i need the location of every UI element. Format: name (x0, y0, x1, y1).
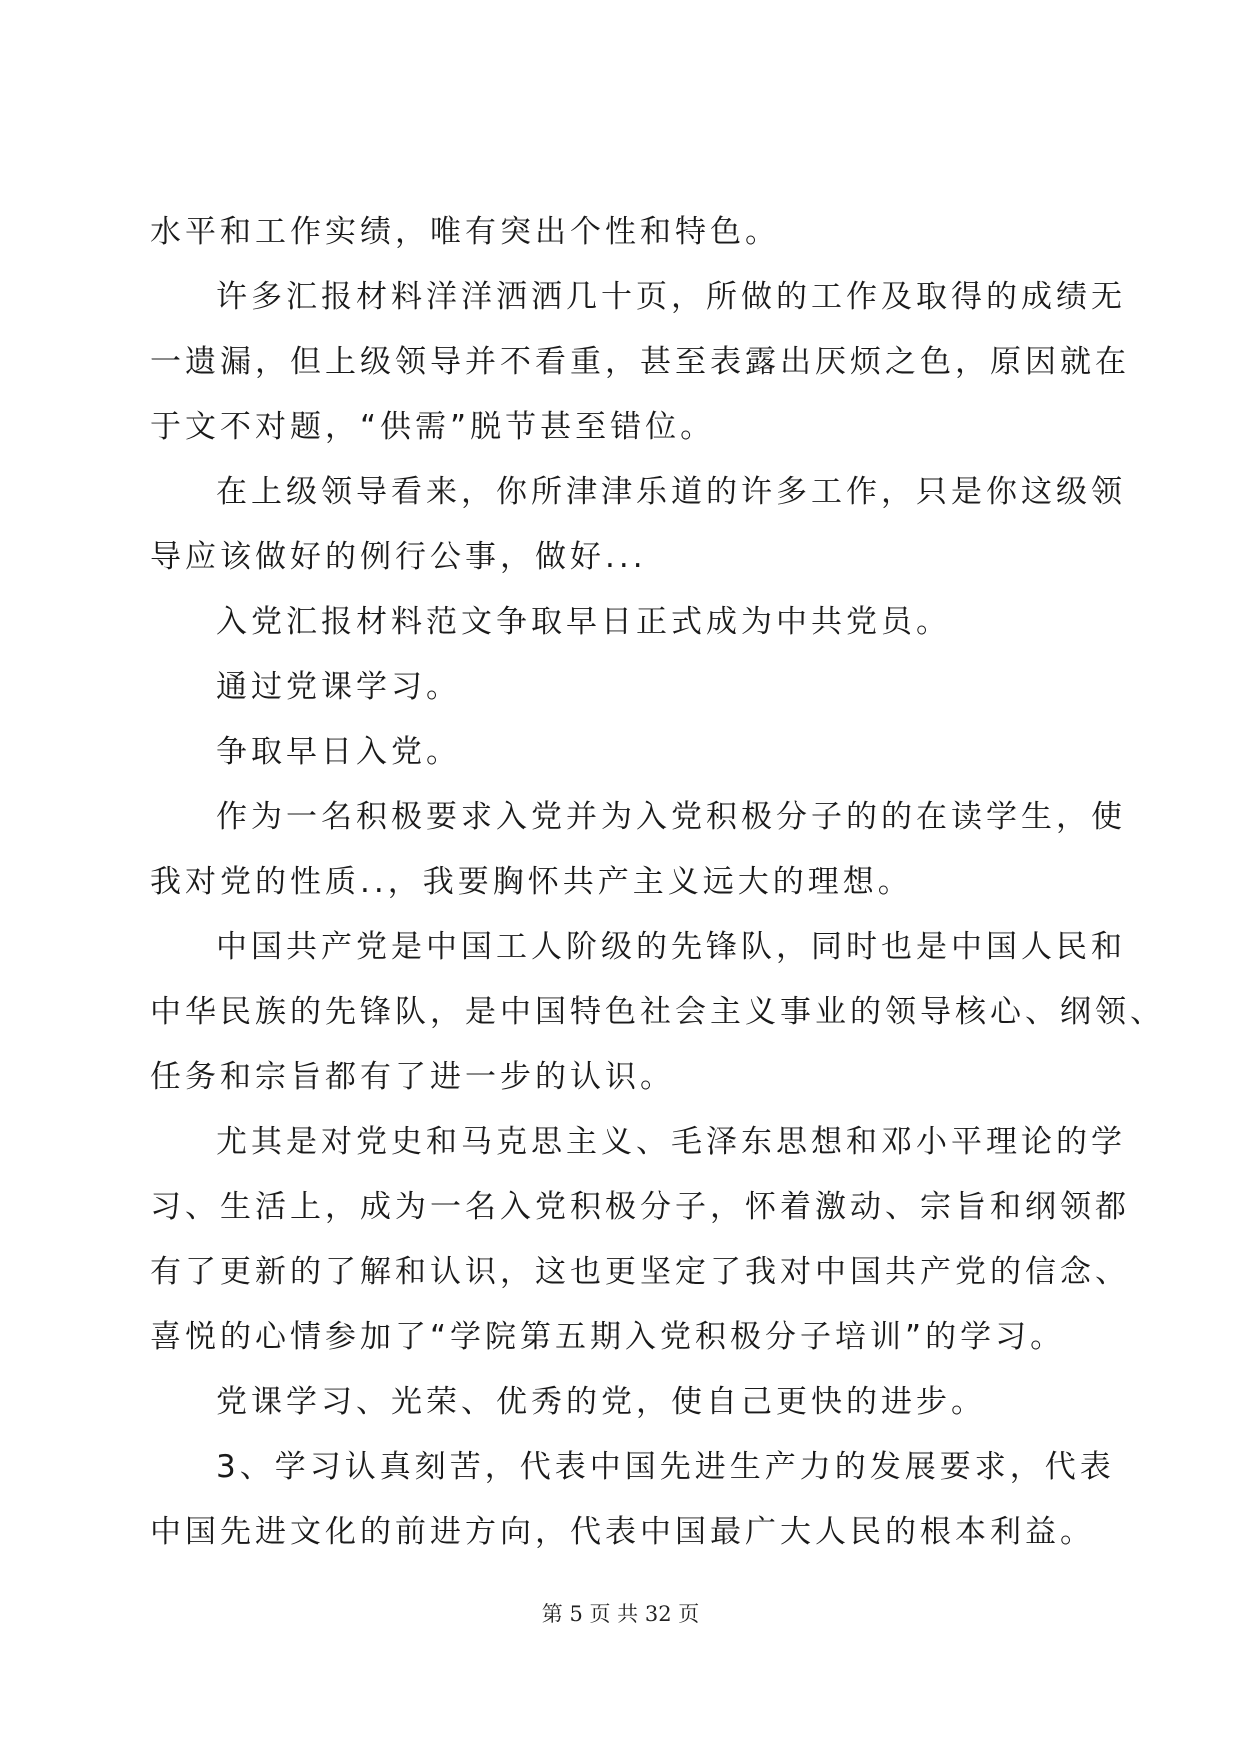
text-line-1: 水平和工作实绩，唯有突出个性和特色。 (150, 214, 780, 250)
text-line-7: 入党汇报材料范文争取早日正式成为中共党员。 (216, 604, 951, 640)
text-line-19: 党课学习、光荣、优秀的党，使自己更快的进步。 (216, 1384, 986, 1420)
text-line-21: 中国先进文化的前进方向，代表中国最广大人民的根本利益。 (150, 1514, 1095, 1550)
text-line-5: 在上级领导看来，你所津津乐道的许多工作，只是你这级领 (216, 474, 1126, 510)
text-line-4: 于文不对题，“供需”脱节甚至错位。 (150, 409, 716, 445)
text-line-6: 导应该做好的例行公事，做好... (150, 539, 647, 575)
document-body (150, 200, 1165, 1565)
text-line-9: 争取早日入党。 (216, 734, 461, 770)
text-line-11: 我对党的性质..，我要胸怀共产主义远大的理想。 (150, 864, 913, 900)
text-line-14: 任务和宗旨都有了进一步的认识。 (150, 1059, 675, 1095)
text-line-15: 尤其是对党史和马克思主义、毛泽东思想和邓小平理论的学 (216, 1124, 1126, 1160)
page-number-footer: 第 5 页 共 32 页 (541, 1602, 700, 1626)
text-line-8: 通过党课学习。 (216, 669, 461, 705)
text-line-20: 3、学习认真刻苦，代表中国先进生产力的发展要求，代表 (216, 1449, 1115, 1485)
text-line-10: 作为一名积极要求入党并为入党积极分子的的在读学生，使 (216, 799, 1126, 835)
text-line-3: 一遗漏，但上级领导并不看重，甚至表露出厌烦之色，原因就在 (150, 344, 1130, 380)
text-line-12: 中国共产党是中国工人阶级的先锋队，同时也是中国人民和 (216, 929, 1126, 965)
text-line-13: 中华民族的先锋队，是中国特色社会主义事业的领导核心、纲领、 (150, 994, 1165, 1030)
text-line-17: 有了更新的了解和认识，这也更坚定了我对中国共产党的信念、 (150, 1254, 1130, 1290)
text-line-18: 喜悦的心情参加了“学院第五期入党积极分子培训”的学习。 (150, 1319, 1066, 1355)
text-line-2: 许多汇报材料洋洋洒洒几十页，所做的工作及取得的成绩无 (216, 279, 1126, 315)
text-line-16: 习、生活上，成为一名入党积极分子，怀着激动、宗旨和纲领都 (150, 1189, 1130, 1225)
